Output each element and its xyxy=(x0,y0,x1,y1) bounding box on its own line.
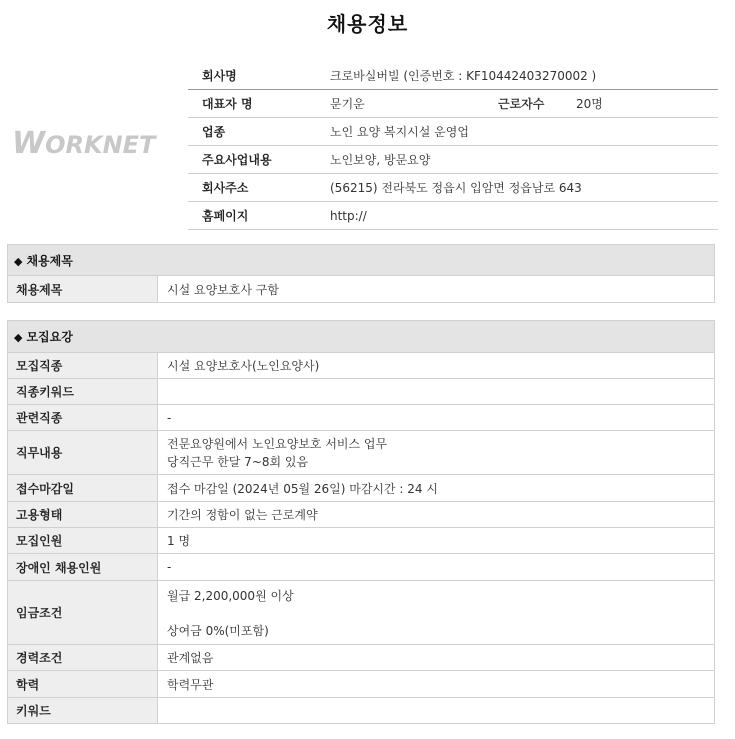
table-row xyxy=(8,431,715,475)
recruit-title-value: 시설 요양보호사 구함 xyxy=(158,276,715,303)
disabled-hire-value: - xyxy=(158,554,715,581)
table-row xyxy=(8,671,715,698)
wage-line-1: 월급 2,200,000원 이상 xyxy=(167,588,294,603)
duty-value xyxy=(158,431,715,475)
company-info-table xyxy=(188,62,718,230)
keyword-label: 키워드 xyxy=(8,698,158,724)
company-row-address xyxy=(188,174,718,202)
duty-line-2: 당직근무 한달 7~8회 있음 xyxy=(167,454,309,469)
keyword-value xyxy=(158,698,715,724)
industry-label: 업종 xyxy=(188,118,316,146)
requirements-heading-text: 모집요강 xyxy=(26,330,73,344)
recruit-title-section xyxy=(7,244,715,303)
duty-label: 직무내용 xyxy=(8,431,158,475)
business-label: 주요사업내용 xyxy=(188,146,316,174)
education-label: 학력 xyxy=(8,671,158,698)
business-value: 노인보양, 방문요양 xyxy=(316,146,718,174)
logo-initial: W xyxy=(12,126,46,161)
address-label: 회사주소 xyxy=(188,174,316,202)
job-keyword-label: 직종키워드 xyxy=(8,379,158,405)
recruit-title-header-row xyxy=(8,245,715,276)
table-row xyxy=(8,379,715,405)
table-row xyxy=(8,645,715,671)
table-row xyxy=(8,554,715,581)
logo-text: ORKNET xyxy=(45,131,156,159)
recruit-title-heading xyxy=(8,245,715,276)
career-value: 관계없음 xyxy=(158,645,715,671)
education-value: 학력무관 xyxy=(158,671,715,698)
company-row-industry xyxy=(188,118,718,146)
recruit-title-label: 채용제목 xyxy=(8,276,158,303)
employment-type-value: 기간의 정함이 없는 근로계약 xyxy=(158,502,715,528)
company-row-homepage xyxy=(188,202,718,230)
headcount-value: 1 명 xyxy=(158,528,715,554)
wage-value xyxy=(158,581,715,645)
table-row xyxy=(8,698,715,724)
industry-value: 노인 요양 복지시설 운영업 xyxy=(316,118,718,146)
disabled-hire-label: 장애인 채용인원 xyxy=(8,554,158,581)
recruit-title-heading-text: 채용제목 xyxy=(26,253,73,268)
company-row-ceo xyxy=(188,90,718,118)
address-value: (56215) 전라북도 정읍시 입암면 정읍남로 643 xyxy=(316,174,718,202)
table-row xyxy=(8,405,715,431)
employee-count-label: 근로자수 xyxy=(498,97,545,111)
duty-line-1: 전문요양원에서 노인요양보호 서비스 업무 xyxy=(167,436,388,451)
headcount-label: 모집인원 xyxy=(8,528,158,554)
deadline-label: 접수마감일 xyxy=(8,475,158,502)
table-row xyxy=(8,581,715,645)
requirements-section xyxy=(7,320,715,724)
employment-type-label: 고용형태 xyxy=(8,502,158,528)
worknet-logo xyxy=(12,126,155,161)
requirements-heading xyxy=(8,321,715,353)
diamond-bullet-icon: ◆ xyxy=(14,331,23,344)
job-type-value: 시설 요양보호사(노인요양사) xyxy=(158,353,715,379)
homepage-label: 홈페이지 xyxy=(188,202,316,230)
deadline-value: 접수 마감일 (2024년 05월 26일) 마감시간 : 24 시 xyxy=(158,475,715,502)
job-keyword-value xyxy=(158,379,715,405)
homepage-link[interactable]: http:// xyxy=(316,202,718,230)
table-row xyxy=(8,528,715,554)
ceo-label: 대표자 명 xyxy=(188,90,316,118)
requirements-header-row xyxy=(8,321,715,353)
job-type-label: 모집직종 xyxy=(8,353,158,379)
table-row xyxy=(8,353,715,379)
ceo-value: 문기운 xyxy=(330,97,365,111)
company-name-label: 회사명 xyxy=(188,62,316,90)
wage-spacer xyxy=(167,604,713,622)
company-row-name xyxy=(188,62,718,90)
ceo-cell xyxy=(316,90,718,118)
related-job-value: - xyxy=(158,405,715,431)
career-label: 경력조건 xyxy=(8,645,158,671)
diamond-bullet-icon: ◆ xyxy=(14,254,23,268)
related-job-label: 관련직종 xyxy=(8,405,158,431)
table-row xyxy=(8,475,715,502)
table-row xyxy=(8,502,715,528)
page-title: 채용정보 xyxy=(326,12,409,36)
company-row-business xyxy=(188,146,718,174)
employee-count-value: 20명 xyxy=(576,97,603,111)
table-row xyxy=(8,276,715,303)
company-name-value: 크로바실버빌 (인증번호 : KF10442403270002 ) xyxy=(316,62,718,90)
wage-label: 임금조건 xyxy=(8,581,158,645)
wage-line-2: 상여금 0%(미포함) xyxy=(167,623,269,638)
